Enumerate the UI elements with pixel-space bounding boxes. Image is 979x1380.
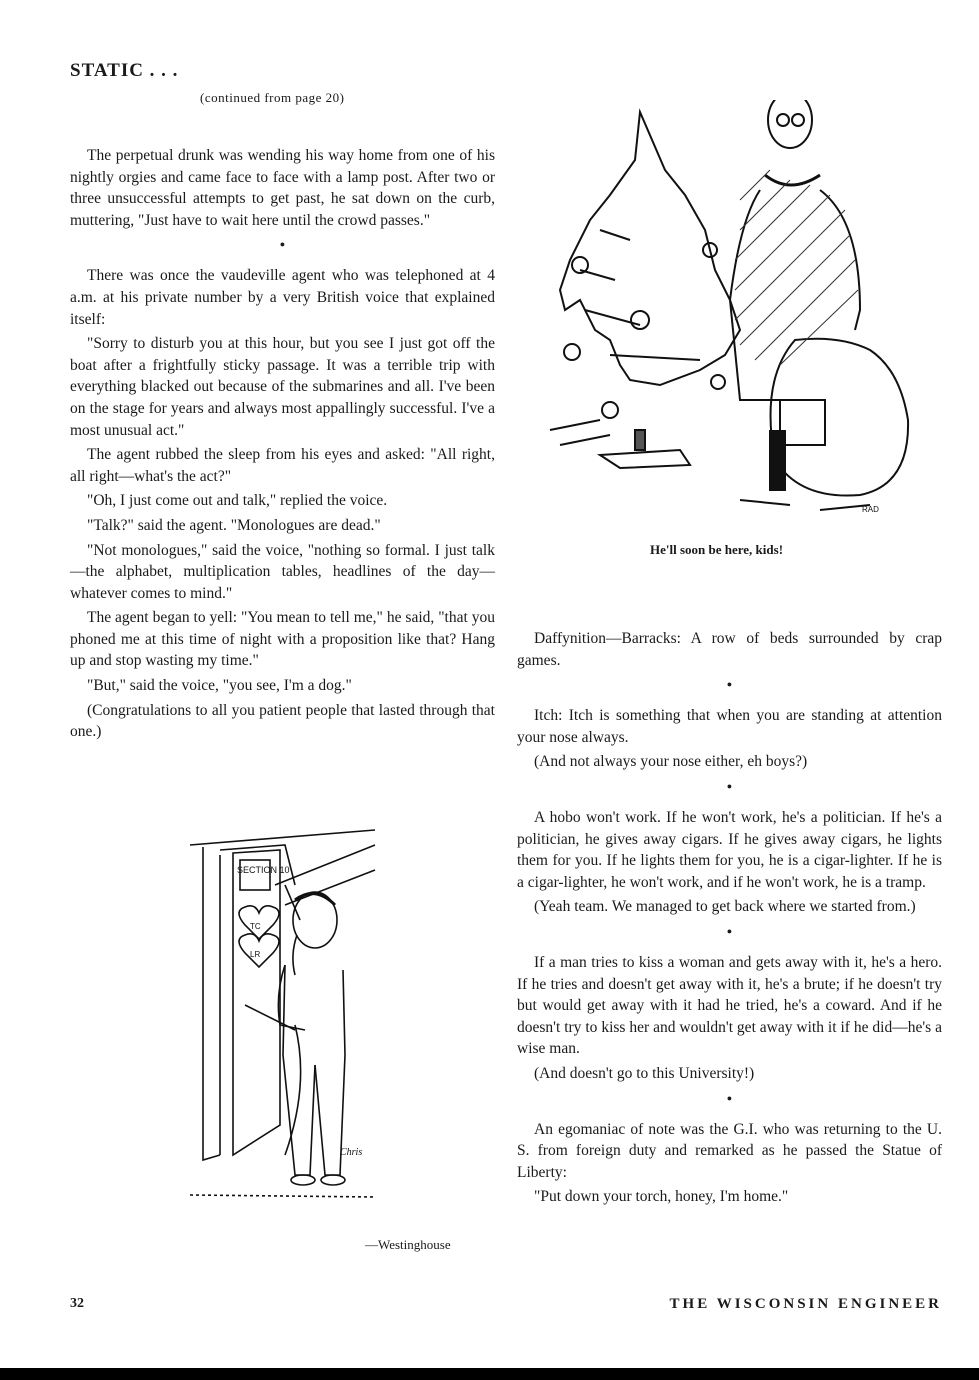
paragraph: Daffynition—Barracks: A row of beds surrounded by crap games. <box>517 630 942 669</box>
paragraph: The perpetual drunk was wending his way home from one of his nightly orgies and came face to face with a lamp post. After two or three unsuccessful attempts to get past, he sat down on the curb, muttering, "Just have to wait here until the crowd passes." <box>70 147 495 229</box>
paragraph: "Put down your torch, honey, I'm home." <box>534 1188 789 1206</box>
paragraph: "Not monologues," said the voice, "nothing so formal. I just talk—the alphabet, multiplication tables, headlines of the day—whatever comes to mind." <box>70 541 495 602</box>
paragraph: (Congratulations to all you patient people that lasted through that one.) <box>70 701 495 741</box>
page-number: 32 <box>70 1296 84 1311</box>
heart-initials-bottom: LR <box>250 950 261 959</box>
paragraph: An egomaniac of note was the G.I. who was returning to the U. S. from foreign duty and remarked as he passed the Statue of Liberty: <box>517 1120 942 1181</box>
bullet-separator: ● <box>726 780 733 791</box>
heart-initials-top: TC <box>250 922 261 931</box>
bullet-separator: ● <box>279 239 286 250</box>
paragraph: A hobo won't work. If he won't work, he's a politician. If he's a politician, he gives away cigars. If he gives away cigars, he lights them for you. If he lights them for you, he is a cigar-lighter. If he is a cigar-lighter, he won't work, and if he won't work, he is a tramp. <box>517 808 942 891</box>
paragraph: If a man tries to kiss a woman and gets away with it, he's a hero. If he tries and doesn't get away with it, he's a brute; if he doesn't try but would get away with it had he tried, he's a coward. And if he doesn't try to kiss her and wouldn't get away with it if he did—he's a wise man. <box>517 953 942 1058</box>
paragraph: "Sorry to disturb you at this hour, but you see I just got off the boat after a frightfully sticky passage. It was a terrible trip with everything blacked out because of the submarines and all. I've been on the stage for years and always most appallingly successful. I've a most unusual act." <box>70 335 495 439</box>
paragraph: "Oh, I just come out and talk," replied the voice. <box>87 492 388 510</box>
cartoon-caption: He'll soon be here, kids! <box>650 542 784 557</box>
paragraph: The agent rubbed the sleep from his eyes and asked: "All right, all right—what's the act?" <box>70 446 495 485</box>
paragraph: (Yeah team. We managed to get back where we started from.) <box>534 898 916 916</box>
cartoon-credit: —Westinghouse <box>365 1237 451 1252</box>
door-sign: SECTION 10 <box>237 865 290 875</box>
paragraph: Itch: Itch is something that when you are standing at attention your nose always. <box>517 707 942 746</box>
paragraph: (And doesn't go to this University!) <box>534 1064 755 1082</box>
left-column <box>70 145 495 746</box>
right-column <box>517 628 942 1211</box>
bullet-separator: ● <box>726 1092 733 1103</box>
publication-title: THE WISCONSIN ENGINEER <box>669 1296 942 1312</box>
continued-note: (continued from page 20) <box>200 90 345 105</box>
paragraph: "But," said the voice, "you see, I'm a dog." <box>87 677 352 695</box>
cartoon-signature: RAD <box>862 505 879 514</box>
bullet-separator: ● <box>726 679 733 690</box>
section-title: STATIC . . . <box>70 60 179 81</box>
paragraph: "Talk?" said the agent. "Monologues are dead." <box>87 516 381 534</box>
cartoon-signature: Chris <box>340 1147 363 1158</box>
worker-cartoon <box>185 825 380 1200</box>
santa-cartoon <box>540 100 940 520</box>
paragraph: (And not always your nose either, eh boys?) <box>534 753 808 771</box>
paragraph: The agent began to yell: "You mean to tell me," he said, "that you phoned me at this time of night with a proposition like that? Hang up and stop wasting my time." <box>70 609 495 670</box>
paragraph: There was once the vaudeville agent who was telephoned at 4 a.m. at his private number by a very British voice that explained itself: <box>70 267 495 328</box>
bullet-separator: ● <box>726 925 733 936</box>
scan-edge <box>0 1368 979 1380</box>
